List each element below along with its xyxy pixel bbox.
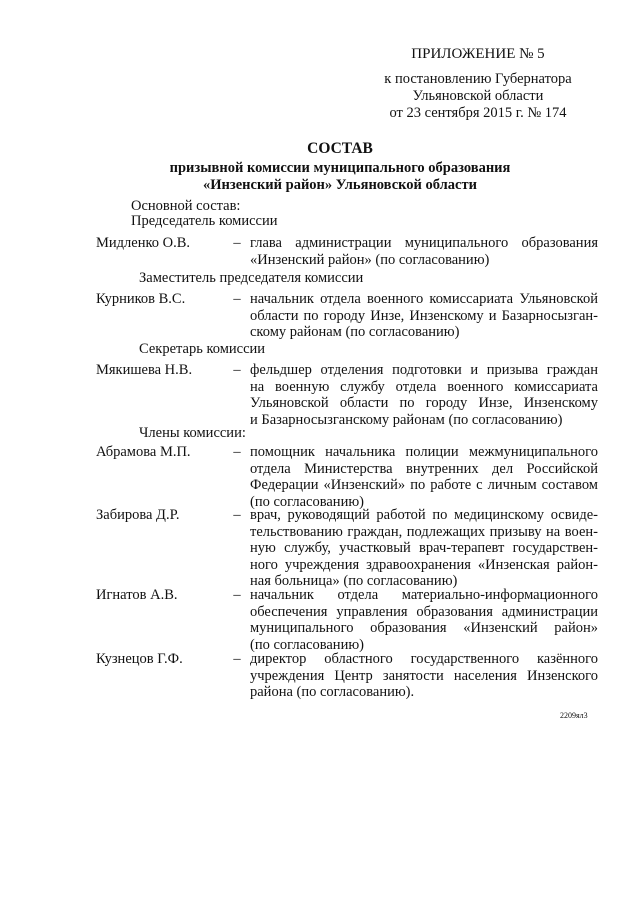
member-entry — [96, 507, 598, 590]
section-main-label: Основной состав: — [131, 198, 241, 214]
member-entry — [96, 651, 598, 701]
title-line: призывной комиссии муниципального образования — [169, 160, 511, 176]
document-code: 2209ял3 — [560, 711, 588, 720]
dash: – — [233, 362, 241, 378]
annex-number: ПРИЛОЖЕНИЕ № 5 — [411, 46, 545, 62]
member-description: фельдшер отделения подготовки и призыва граждан на военную службу отдела военного комиссариата Ульяновской области по городу Инзе, Инзенскому и Базарносызганскому районам (по согласованию) — [250, 362, 598, 428]
member-entry — [96, 587, 598, 653]
member-entry — [96, 235, 598, 268]
dash: – — [233, 651, 241, 667]
annex-line: от 23 сентября 2015 г. № 174 — [389, 105, 567, 121]
annex-header — [368, 46, 588, 122]
member-description: помощник начальника полиции межмуниципального отдела Министерства внутренних дел Российской Федерации «Инзенский» по работе с личным составом (по согласованию) — [250, 444, 598, 510]
section-chair-label: Председатель комиссии — [131, 213, 278, 229]
dash: – — [233, 587, 241, 603]
member-description: директор областного государственного казённого учреждения Центр занятости населения Инзенского района (по согласованию). — [250, 651, 598, 700]
member-description: глава администрации муниципального образования «Инзенский район» (по согласованию) — [250, 235, 598, 268]
member-entry — [96, 291, 598, 341]
title-main: СОСТАВ — [307, 140, 373, 157]
member-name: Забирова Д.Р. — [96, 507, 180, 523]
member-name: Мидленко О.В. — [96, 235, 191, 251]
dash: – — [233, 291, 241, 307]
annex-line: к постановлению Губернатора — [384, 71, 572, 87]
document-title — [90, 140, 590, 194]
member-name: Абрамова М.П. — [96, 444, 191, 460]
member-entry — [96, 444, 598, 510]
member-entry — [96, 362, 598, 428]
section-members-label: Члены комиссии: — [139, 425, 246, 441]
member-name: Игнатов А.В. — [96, 587, 178, 603]
section-deputy-label: Заместитель председателя комиссии — [139, 270, 364, 286]
member-name: Мякишева Н.В. — [96, 362, 193, 378]
member-name: Кузнецов Г.Ф. — [96, 651, 183, 667]
member-description: начальник отдела военного комиссариата Ульяновской области по городу Инзе, Инзенскому и Базарносызган- скому районам (по согласованию) — [250, 291, 598, 340]
section-secretary-label: Секретарь комиссии — [139, 341, 266, 357]
member-description: врач, руководящий работой по медицинскому освиде- тельствованию граждан, подлежащих призыву на воен- ную службу, участковый врач-терапевт государствен- ного учреждения здравоохранения «Инзенская район- ная больница» (по согласованию) — [250, 507, 598, 589]
dash: – — [233, 507, 241, 523]
annex-line: Ульяновской области — [412, 88, 544, 104]
dash: – — [233, 235, 241, 251]
dash: – — [233, 444, 241, 460]
member-name: Курников В.С. — [96, 291, 186, 307]
title-line: «Инзенский район» Ульяновской области — [203, 177, 477, 193]
member-description: начальник отдела материально-информационного обеспечения управления образования администрации муниципального образования «Инзенский район» (по согласованию) — [250, 587, 598, 653]
